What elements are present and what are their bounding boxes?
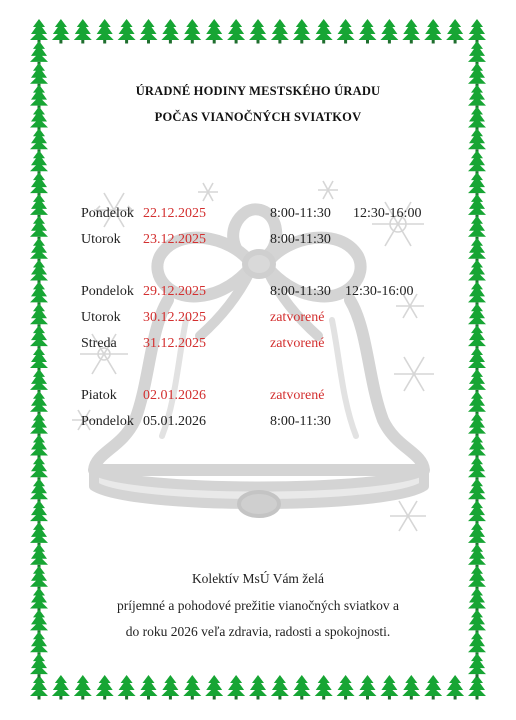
greeting-line-2: príjemné a pohodové prežitie vianočných sviatkov a [117, 598, 399, 613]
date-label: 02.01.2026 [143, 388, 206, 403]
christmas-tree-icon [205, 675, 223, 700]
christmas-tree-icon [30, 325, 48, 350]
christmas-tree-icon [30, 281, 48, 306]
closed-label: zatvorené [270, 388, 325, 403]
christmas-tree-icon [140, 19, 158, 44]
day-label: Streda [81, 336, 117, 351]
christmas-tree-icon [446, 675, 464, 700]
christmas-tree-icon [468, 238, 486, 263]
hours-morning: 8:00-11:30 [270, 206, 331, 221]
greeting-line-3: do roku 2026 veľa zdravia, radosti a spokojnosti. [125, 624, 391, 639]
hours-morning: 8:00-11:30 [270, 284, 331, 299]
day-label: Pondelok [81, 206, 134, 221]
christmas-tree-icon [74, 19, 92, 44]
christmas-tree-icon [380, 675, 398, 700]
christmas-tree-icon [468, 41, 486, 66]
closed-label: zatvorené [270, 336, 325, 351]
christmas-tree-icon [30, 500, 48, 524]
christmas-tree-icon [468, 391, 486, 416]
christmas-tree-icon [161, 19, 179, 44]
christmas-tree-icon [468, 260, 486, 285]
christmas-tree-icon [468, 150, 486, 175]
christmas-tree-icon [30, 391, 48, 416]
christmas-tree-icon [315, 675, 333, 700]
christmas-tree-icon [468, 347, 486, 372]
hours-morning: 8:00-11:30 [270, 232, 331, 247]
christmas-tree-icon [380, 19, 398, 44]
day-label: Piatok [81, 388, 117, 403]
christmas-tree-icon [468, 19, 486, 44]
christmas-tree-icon [402, 19, 420, 44]
hours-afternoon: 12:30-16:00 [345, 284, 414, 299]
page-title-line-2: POČAS VIANOČNÝCH SVIATKOV [154, 110, 362, 124]
day-label: Utorok [81, 310, 121, 325]
christmas-tree-icon [468, 413, 486, 438]
christmas-tree-icon [30, 456, 48, 481]
christmas-tree-icon [424, 675, 442, 700]
christmas-tree-icon [118, 19, 136, 44]
date-label: 23.12.2025 [143, 232, 206, 247]
christmas-tree-icon [205, 19, 223, 44]
christmas-tree-icon [96, 675, 114, 700]
christmas-tree-icon [30, 194, 48, 219]
christmas-tree-icon [293, 675, 311, 700]
christmas-tree-icon [183, 19, 201, 44]
christmas-tree-icon [118, 675, 136, 700]
christmas-tree-icon [468, 325, 486, 350]
day-label: Pondelok [81, 284, 134, 299]
christmas-tree-icon [337, 675, 355, 700]
day-label: Pondelok [81, 414, 134, 429]
date-label: 05.01.2026 [143, 414, 206, 429]
christmas-tree-icon [30, 653, 48, 678]
christmas-tree-icon [52, 19, 70, 44]
christmas-tree-icon [271, 19, 289, 44]
christmas-tree-icon [468, 369, 486, 394]
christmas-tree-icon [468, 303, 486, 328]
christmas-tree-icon [249, 675, 267, 700]
christmas-tree-icon [30, 347, 48, 372]
page-title-line-1: ÚRADNÉ HODINY MESTSKÉHO ÚRADU [135, 84, 381, 98]
christmas-tree-icon [227, 675, 245, 700]
date-label: 29.12.2025 [143, 284, 206, 299]
christmas-tree-icon [30, 522, 48, 547]
date-label: 31.12.2025 [143, 336, 206, 351]
christmas-tree-icon [468, 544, 486, 569]
christmas-tree-icon [468, 653, 486, 678]
christmas-tree-icon [468, 478, 486, 503]
christmas-tree-icon [183, 675, 201, 700]
christmas-tree-icon [30, 303, 48, 328]
christmas-tree-icon [30, 478, 48, 503]
date-label: 30.12.2025 [143, 310, 206, 325]
greeting-line-1: Kolektív MsÚ Vám želá [191, 571, 325, 586]
christmas-tree-icon [30, 238, 48, 263]
christmas-tree-icon [227, 19, 245, 44]
christmas-tree-icon [30, 260, 48, 285]
christmas-tree-icon [96, 19, 114, 44]
hours-afternoon: 12:30-16:00 [353, 206, 422, 221]
christmas-tree-icon [30, 544, 48, 569]
christmas-tree-icon [468, 522, 486, 547]
christmas-tree-icon [468, 194, 486, 219]
christmas-tree-icon [468, 216, 486, 241]
closed-label: zatvorené [270, 310, 325, 325]
christmas-tree-icon [468, 435, 486, 460]
christmas-tree-icon [468, 128, 486, 153]
christmas-tree-icon [402, 675, 420, 700]
christmas-tree-icon [30, 216, 48, 241]
christmas-tree-icon [30, 128, 48, 153]
christmas-tree-icon [446, 19, 464, 44]
christmas-tree-icon [468, 172, 486, 197]
day-label: Utorok [81, 232, 121, 247]
hours-morning: 8:00-11:30 [270, 414, 331, 429]
christmas-tree-icon [271, 675, 289, 700]
christmas-tree-icon [52, 675, 70, 700]
christmas-tree-icon [30, 675, 48, 700]
christmas-tree-icon [161, 675, 179, 700]
christmas-tree-icon [293, 19, 311, 44]
christmas-tree-icon [315, 19, 333, 44]
christmas-tree-icon [30, 369, 48, 394]
christmas-tree-icon [30, 19, 48, 44]
christmas-tree-icon [30, 413, 48, 438]
christmas-tree-icon [468, 500, 486, 524]
christmas-tree-icon [140, 675, 158, 700]
christmas-tree-icon [359, 19, 377, 44]
christmas-tree-icon [30, 41, 48, 66]
christmas-tree-icon [30, 435, 48, 460]
christmas-tree-icon [249, 19, 267, 44]
christmas-tree-icon [468, 281, 486, 306]
christmas-tree-icon [468, 456, 486, 481]
christmas-tree-icon [359, 675, 377, 700]
date-label: 22.12.2025 [143, 206, 206, 221]
christmas-tree-icon [424, 19, 442, 44]
christmas-tree-icon [468, 675, 486, 700]
christmas-tree-icon [30, 150, 48, 175]
christmas-tree-icon [30, 172, 48, 197]
christmas-tree-icon [74, 675, 92, 700]
christmas-tree-icon [337, 19, 355, 44]
